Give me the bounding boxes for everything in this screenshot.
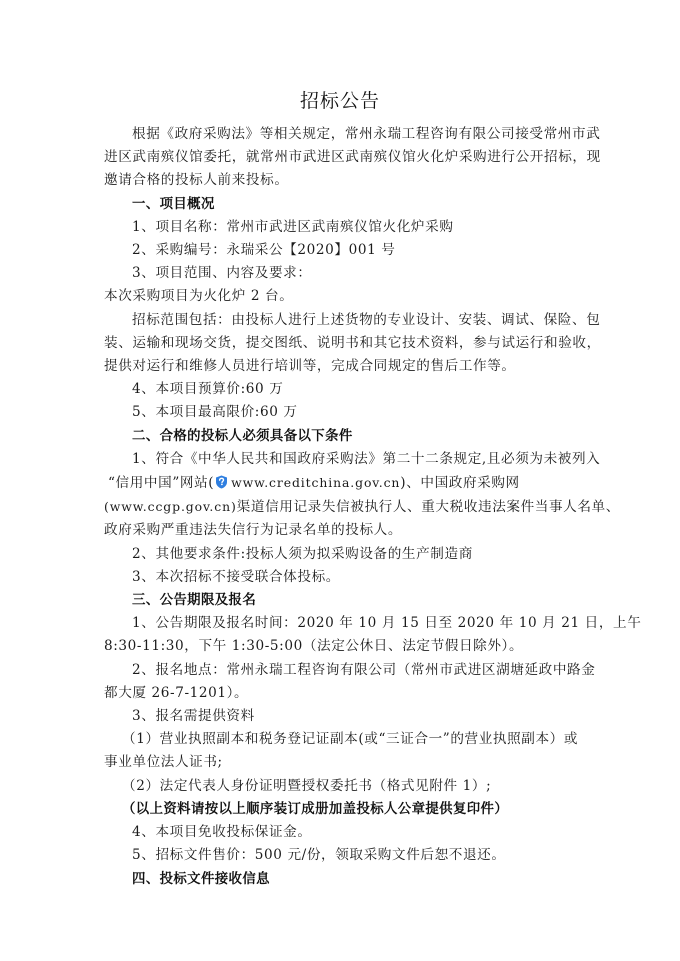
paragraph-text: 渠道信用记录失信被执行人、重大税收违法案件当事人名单、 xyxy=(236,499,620,516)
list-item-continuation xyxy=(104,495,620,519)
list-item: 1、公告期限及报名时间：2020 年 10 月 15 日至 2020 年 10 月 21 日，上午 xyxy=(132,615,642,632)
list-item-continuation: 政府采购严重违法失信行为记录名单的投标人。 xyxy=(104,522,403,539)
document-body xyxy=(104,123,642,891)
bold-note: （以上资料请按以上顺序装订成册加盖投标人公章提供复印件） xyxy=(122,801,509,817)
sub-item: （1）营业执照副本和税务登记证副本(或“三证合一”的营业执照副本）或 xyxy=(122,731,579,748)
section-heading-2: 二、合格的投标人必须具备以下条件 xyxy=(132,428,353,444)
ccgp-label: )、中国政府采购网 xyxy=(400,475,520,492)
list-item: 1、项目名称：常州市武进区武南殡仪馆火化炉采购 xyxy=(132,218,454,235)
intro-line: 进区武南殡仪馆委托，就常州市武进区武南殡仪馆火化炉采购进行公开招标，现 xyxy=(104,149,601,166)
page-title: 招标公告 xyxy=(299,90,380,112)
ccgp-link[interactable]: (www.ccgp.gov.cn) xyxy=(104,499,237,515)
list-item: 2、报名地点：常州永瑞工程咨询有限公司（常州市武进区湖塘延政中路金 xyxy=(132,661,596,678)
list-item-continuation: 都大厦 26-7-1201）。 xyxy=(104,684,249,701)
intro-line: 根据《政府采购法》等相关规定，常州永瑞工程咨询有限公司接受常州市武 xyxy=(132,126,601,142)
list-item: 5、招标文件售价：500 元/份，领取采购文件后恕不退还。 xyxy=(132,847,506,864)
shield-question-icon xyxy=(215,474,228,488)
list-item: 5、本项目最高限价:60 万 xyxy=(132,404,298,421)
list-item-continuation: 8:30-11:30，下午 1:30-5:00（法定公休日、法定节假日除外）。 xyxy=(104,638,524,655)
scope-line: 装、运输和现场交货，提交图纸、说明书和其它技术资料，参与试运行和验收， xyxy=(104,334,601,351)
section-heading-4: 四、投标文件接收信息 xyxy=(132,871,270,887)
sub-item-continuation: 事业单位法人证书; xyxy=(104,754,223,771)
list-item: 3、项目范围、内容及要求： xyxy=(132,265,312,282)
paragraph-line: 本次采购项目为火化炉 2 台。 xyxy=(104,288,294,305)
creditchina-link[interactable]: www.creditchina.gov.cn xyxy=(231,475,401,491)
creditchina-label: “信用中国”网站( xyxy=(108,475,215,492)
section-heading-1: 一、项目概况 xyxy=(132,196,215,212)
intro-line: 邀请合格的投标人前来投标。 xyxy=(104,172,289,189)
section-heading-3: 三、公告期限及报名 xyxy=(132,593,257,609)
list-item: 1、符合《中华人民共和国政府采购法》第二十二条规定,且必须为未被列入 xyxy=(132,450,601,467)
list-item-continuation xyxy=(104,471,582,495)
list-item: 3、报名需提供资料 xyxy=(132,708,255,725)
scope-line: 提供对运行和维修人员进行培训等，完成合同规定的售后工作等。 xyxy=(104,358,516,375)
list-item: 2、采购编号：永瑞采公【2020】001 号 xyxy=(132,242,396,259)
list-item: 2、其他要求条件:投标人须为拟采购设备的生产制造商 xyxy=(132,545,473,562)
scope-line: 招标范围包括：由投标人进行上述货物的专业设计、安装、调试、保险、包 xyxy=(132,311,601,328)
list-item: 4、本项目预算价:60 万 xyxy=(132,381,284,398)
sub-item: （2）法定代表人身份证明暨授权委托书（格式见附件 1）; xyxy=(122,777,492,794)
list-item: 3、本次招标不接受联合体投标。 xyxy=(132,568,340,585)
list-item: 4、本项目免收投标保证金。 xyxy=(132,824,312,841)
